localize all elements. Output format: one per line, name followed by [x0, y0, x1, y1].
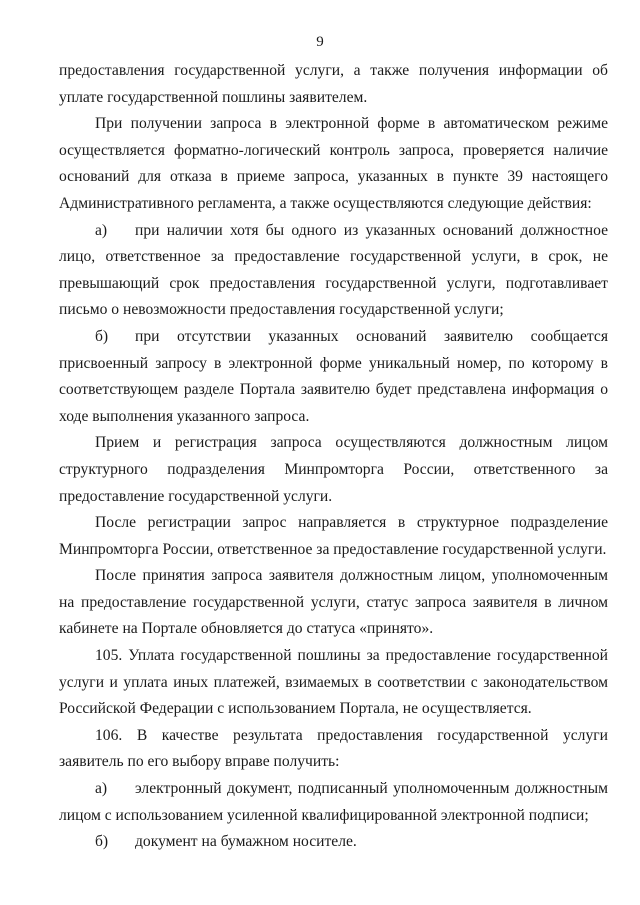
paragraph-registration: Прием и регистрация запроса осуществляются должностным лицом структурного подразделения Минпромторга России, ответственного за предоставление государственной услуги. — [59, 434, 608, 505]
list-marker: б) — [95, 833, 109, 851]
list-item-text: при отсутствии указанных оснований заявителю сообщается присвоенный запросу в электронной форме уникальный номер, по которому в соответствующем разделе Портала заявителю будет представлена информация о ходе выполнения указанного запроса. — [59, 327, 608, 425]
paragraph-105-fee: 105. Уплата государственной пошлины за предоставление государственной услуги и уплата иных платежей, взимаемых в соответствии с законодательством Российской Федерации с использованием Портала, не осуществляется. — [59, 647, 608, 718]
paragraph-after-registration: После регистрации запрос направляется в структурное подразделение Минпромторга России, ответственное за предоставление государственной услуги. — [59, 514, 608, 558]
list-item-text: при наличии хотя бы одного из указанных оснований должностное лицо, ответственное за предоставление государственной услуги, в срок, не превышающий срок предоставления государственной услуги, подготавливает письмо о невозможности предоставления государственной услуги; — [59, 221, 608, 319]
paragraph-electronic-request-check: При получении запроса в электронной форме в автоматическом режиме осуществляется форматно-логический контроль запроса, проверяется наличие оснований для отказа в приеме запроса, указанных в пункте 39 настоящего Административного регламента, а также осуществляются следующие действия: — [59, 115, 608, 212]
list-marker: а) — [95, 780, 108, 798]
list-item-b-paper-document — [59, 829, 608, 856]
list-item-b-unique-number — [59, 324, 608, 430]
list-marker: а) — [95, 221, 108, 239]
list-item-text: электронный документ, подписанный уполномоченным должностным лицом с использованием усиленной квалифицированной электронной подписи; — [59, 780, 608, 824]
paragraph-continuation: предоставления государственной услуги, а также получения информации об уплате государственной пошлины заявителем. — [59, 62, 608, 106]
list-marker: б) — [95, 327, 109, 345]
list-item-text: документ на бумажном носителе. — [135, 833, 357, 851]
page-number: 9 — [316, 34, 324, 50]
paragraph-106-result: 106. В качестве результата предоставления государственной услуги заявитель по его выбору вправе получить: — [59, 726, 608, 771]
list-item-a-refusal — [59, 218, 608, 324]
document-body — [59, 58, 608, 856]
paragraph-status-update: После принятия запроса заявителя должностным лицом, уполномоченным на предоставление государственной услуги, статус запроса заявителя в личном кабинете на Портале обновляется до статуса «принято». — [59, 567, 608, 638]
list-item-a-electronic-document — [59, 776, 608, 829]
